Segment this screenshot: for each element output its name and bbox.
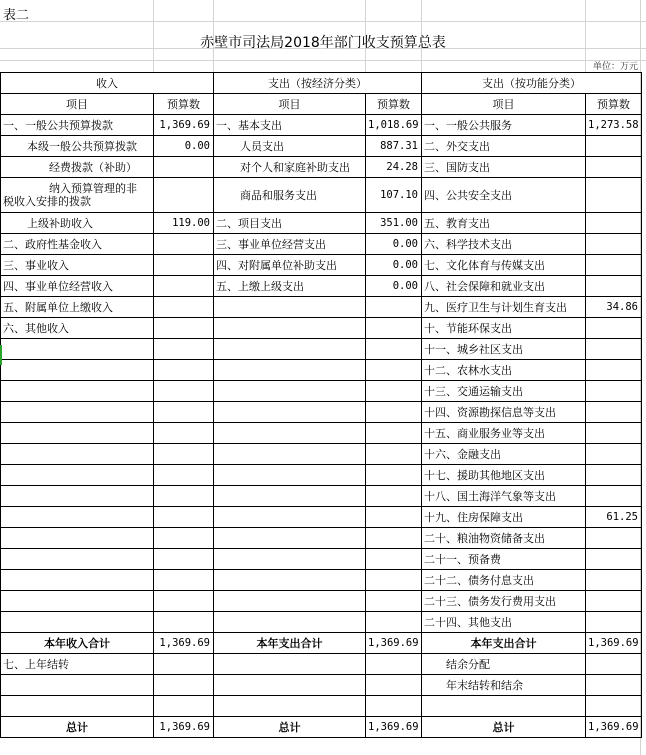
econ-value[interactable] bbox=[366, 528, 422, 549]
selection-marker bbox=[0, 345, 2, 365]
econ-value[interactable] bbox=[366, 591, 422, 612]
econ-label[interactable] bbox=[214, 696, 366, 717]
table-row bbox=[1, 297, 642, 318]
func-label[interactable]: 四、公共安全支出 bbox=[422, 178, 586, 213]
income-label-line-2: 税收入安排的拨款 bbox=[3, 195, 91, 208]
econ-label[interactable] bbox=[214, 318, 366, 339]
income-label[interactable] bbox=[1, 549, 154, 570]
col-income-amount[interactable]: 预算数 bbox=[154, 94, 214, 115]
econ-label[interactable] bbox=[214, 423, 366, 444]
unit-label[interactable]: 单位：万元 bbox=[592, 62, 638, 72]
econ-label[interactable] bbox=[214, 465, 366, 486]
table-row bbox=[1, 675, 642, 696]
func-label[interactable]: 九、医疗卫生与计划生育支出 bbox=[422, 297, 586, 318]
econ-value[interactable] bbox=[366, 318, 422, 339]
income-label[interactable] bbox=[1, 423, 154, 444]
econ-value[interactable] bbox=[366, 654, 422, 675]
econ-label[interactable]: 商品和服务支出 bbox=[214, 178, 366, 213]
econ-label[interactable] bbox=[214, 402, 366, 423]
grand-func-label[interactable]: 总计 bbox=[422, 717, 586, 738]
func-label[interactable]: 六、科学技术支出 bbox=[422, 234, 586, 255]
income-value[interactable] bbox=[154, 423, 214, 444]
econ-label[interactable]: 三、事业单位经营支出 bbox=[214, 234, 366, 255]
econ-label[interactable]: 一、基本支出 bbox=[214, 115, 366, 136]
year-income-total-label[interactable]: 本年收入合计 bbox=[1, 633, 154, 654]
income-label[interactable] bbox=[1, 591, 154, 612]
func-label[interactable]: 十四、资源勘探信息等支出 bbox=[422, 402, 586, 423]
table-row bbox=[1, 136, 642, 157]
func-value[interactable] bbox=[586, 276, 642, 297]
func-label[interactable]: 二十三、债务发行费用支出 bbox=[422, 591, 586, 612]
func-value[interactable] bbox=[586, 157, 642, 178]
table-row bbox=[1, 157, 642, 178]
income-label[interactable] bbox=[1, 570, 154, 591]
func-label[interactable]: 十二、农林水支出 bbox=[422, 360, 586, 381]
income-label[interactable]: 四、事业单位经营收入 bbox=[1, 276, 154, 297]
income-label[interactable] bbox=[1, 696, 154, 717]
sheet-tag[interactable]: 表二 bbox=[3, 8, 30, 23]
col-econ-item[interactable]: 项目 bbox=[214, 94, 366, 115]
econ-value[interactable]: 887.31 bbox=[366, 136, 422, 157]
table-row bbox=[1, 465, 642, 486]
section-expense-econ[interactable]: 支出（按经济分类） bbox=[214, 73, 422, 94]
income-value[interactable] bbox=[154, 318, 214, 339]
func-label[interactable]: 七、文化体育与传媒支出 bbox=[422, 255, 586, 276]
func-label[interactable]: 一、一般公共服务 bbox=[422, 115, 586, 136]
income-value[interactable] bbox=[154, 612, 214, 633]
income-value[interactable] bbox=[154, 297, 214, 318]
table-row bbox=[1, 381, 642, 402]
func-value[interactable] bbox=[586, 591, 642, 612]
table-row bbox=[1, 178, 642, 213]
econ-label[interactable]: 二、项目支出 bbox=[214, 213, 366, 234]
econ-label[interactable]: 人员支出 bbox=[214, 136, 366, 157]
func-label[interactable]: 十六、金融支出 bbox=[422, 444, 586, 465]
econ-value[interactable] bbox=[366, 570, 422, 591]
income-label[interactable] bbox=[1, 402, 154, 423]
budget-table bbox=[0, 72, 642, 738]
func-label[interactable]: 二、外交支出 bbox=[422, 136, 586, 157]
year-income-total-value[interactable]: 1,369.69 bbox=[154, 633, 214, 654]
income-label[interactable] bbox=[1, 339, 154, 360]
table-row bbox=[1, 234, 642, 255]
income-value[interactable] bbox=[154, 528, 214, 549]
table-row bbox=[1, 549, 642, 570]
table-row bbox=[1, 444, 642, 465]
table-row bbox=[1, 339, 642, 360]
income-label[interactable] bbox=[1, 507, 154, 528]
econ-value[interactable]: 0.00 bbox=[366, 255, 422, 276]
func-value[interactable] bbox=[586, 612, 642, 633]
econ-label[interactable]: 对个人和家庭补助支出 bbox=[214, 157, 366, 178]
func-label[interactable]: 五、教育支出 bbox=[422, 213, 586, 234]
func-value[interactable] bbox=[586, 381, 642, 402]
econ-label[interactable] bbox=[214, 339, 366, 360]
func-label[interactable]: 十九、住房保障支出 bbox=[422, 507, 586, 528]
func-value[interactable] bbox=[586, 402, 642, 423]
income-value[interactable]: 1,369.69 bbox=[154, 115, 214, 136]
section-expense-func[interactable]: 支出（按功能分类） bbox=[422, 73, 642, 94]
table-row bbox=[1, 360, 642, 381]
func-value[interactable] bbox=[586, 675, 642, 696]
econ-label[interactable] bbox=[214, 654, 366, 675]
func-value[interactable] bbox=[586, 654, 642, 675]
func-value[interactable] bbox=[586, 360, 642, 381]
table-row bbox=[1, 276, 642, 297]
income-label[interactable] bbox=[1, 528, 154, 549]
econ-value[interactable] bbox=[366, 675, 422, 696]
econ-label[interactable] bbox=[214, 507, 366, 528]
econ-value[interactable]: 0.00 bbox=[366, 234, 422, 255]
income-value[interactable] bbox=[154, 465, 214, 486]
econ-label[interactable]: 四、对附属单位补助支出 bbox=[214, 255, 366, 276]
income-label[interactable]: 经费拨款（补助） bbox=[1, 157, 154, 178]
income-value[interactable] bbox=[154, 157, 214, 178]
econ-label[interactable] bbox=[214, 444, 366, 465]
income-value[interactable] bbox=[154, 549, 214, 570]
income-label-line-1: 纳入预算管理的非 bbox=[49, 182, 137, 195]
grand-income-value[interactable]: 1,369.69 bbox=[154, 717, 214, 738]
func-value[interactable] bbox=[586, 339, 642, 360]
econ-value[interactable]: 107.10 bbox=[366, 178, 422, 213]
econ-value[interactable]: 351.00 bbox=[366, 213, 422, 234]
econ-value[interactable]: 1,018.69 bbox=[366, 115, 422, 136]
income-value[interactable] bbox=[154, 360, 214, 381]
func-label[interactable]: 十一、城乡社区支出 bbox=[422, 339, 586, 360]
income-value[interactable] bbox=[154, 178, 214, 213]
econ-label[interactable] bbox=[214, 549, 366, 570]
func-label[interactable]: 十八、国土海洋气象等支出 bbox=[422, 486, 586, 507]
func-label[interactable]: 二十二、债务付息支出 bbox=[422, 570, 586, 591]
func-value[interactable] bbox=[586, 255, 642, 276]
econ-value[interactable] bbox=[366, 381, 422, 402]
income-value[interactable] bbox=[154, 486, 214, 507]
func-value[interactable] bbox=[586, 213, 642, 234]
grand-income-label[interactable]: 总计 bbox=[1, 717, 154, 738]
year-econ-total-value[interactable]: 1,369.69 bbox=[366, 633, 422, 654]
income-value[interactable] bbox=[154, 339, 214, 360]
income-value[interactable] bbox=[154, 654, 214, 675]
table-row bbox=[1, 318, 642, 339]
econ-label[interactable] bbox=[214, 675, 366, 696]
year-func-total-value[interactable]: 1,369.69 bbox=[586, 633, 642, 654]
income-value[interactable] bbox=[154, 696, 214, 717]
surplus-label[interactable]: 结余分配 bbox=[422, 654, 586, 675]
func-value[interactable] bbox=[586, 444, 642, 465]
income-label[interactable] bbox=[1, 444, 154, 465]
table-row bbox=[1, 696, 642, 717]
subheader-row bbox=[1, 94, 642, 115]
econ-value[interactable] bbox=[366, 423, 422, 444]
econ-label[interactable] bbox=[214, 612, 366, 633]
col-income-item[interactable]: 项目 bbox=[1, 94, 154, 115]
econ-label[interactable] bbox=[214, 570, 366, 591]
econ-label[interactable] bbox=[214, 381, 366, 402]
econ-label[interactable] bbox=[214, 486, 366, 507]
year-end-label[interactable]: 年末结转和结余 bbox=[422, 675, 586, 696]
table-row bbox=[1, 255, 642, 276]
table-row bbox=[1, 213, 642, 234]
table-row bbox=[1, 486, 642, 507]
econ-value[interactable] bbox=[366, 612, 422, 633]
func-value[interactable]: 1,273.58 bbox=[586, 115, 642, 136]
func-value[interactable] bbox=[586, 696, 642, 717]
func-value[interactable] bbox=[586, 234, 642, 255]
col-func-item[interactable]: 项目 bbox=[422, 94, 586, 115]
income-label[interactable] bbox=[1, 465, 154, 486]
income-label[interactable] bbox=[1, 360, 154, 381]
econ-value[interactable] bbox=[366, 507, 422, 528]
econ-value[interactable] bbox=[366, 486, 422, 507]
income-label[interactable]: 上级补助收入 bbox=[1, 213, 154, 234]
grand-func-value[interactable]: 1,369.69 bbox=[586, 717, 642, 738]
func-value[interactable] bbox=[586, 178, 642, 213]
func-label[interactable]: 十七、援助其他地区支出 bbox=[422, 465, 586, 486]
func-label[interactable]: 十、节能环保支出 bbox=[422, 318, 586, 339]
econ-value[interactable] bbox=[366, 339, 422, 360]
func-value[interactable] bbox=[586, 549, 642, 570]
income-value[interactable] bbox=[154, 570, 214, 591]
income-value[interactable] bbox=[154, 276, 214, 297]
income-value[interactable] bbox=[154, 234, 214, 255]
func-value[interactable] bbox=[586, 465, 642, 486]
econ-value[interactable] bbox=[366, 465, 422, 486]
table-row bbox=[1, 507, 642, 528]
income-label[interactable]: 五、附属单位上缴收入 bbox=[1, 297, 154, 318]
income-value[interactable] bbox=[154, 402, 214, 423]
year-func-total-label[interactable]: 本年支出合计 bbox=[422, 633, 586, 654]
carryover-label[interactable]: 七、上年结转 bbox=[1, 654, 154, 675]
econ-value[interactable] bbox=[366, 402, 422, 423]
income-value[interactable] bbox=[154, 591, 214, 612]
table-row bbox=[1, 570, 642, 591]
income-value[interactable]: 0.00 bbox=[154, 136, 214, 157]
econ-value[interactable] bbox=[366, 297, 422, 318]
income-label[interactable] bbox=[1, 675, 154, 696]
income-label[interactable] bbox=[1, 612, 154, 633]
econ-value[interactable] bbox=[366, 360, 422, 381]
func-value[interactable] bbox=[586, 486, 642, 507]
func-label[interactable]: 二十四、其他支出 bbox=[422, 612, 586, 633]
income-label-wrapped[interactable] bbox=[1, 178, 154, 213]
income-value[interactable] bbox=[154, 507, 214, 528]
income-label[interactable]: 二、政府性基金收入 bbox=[1, 234, 154, 255]
income-label[interactable]: 三、事业收入 bbox=[1, 255, 154, 276]
page-title[interactable]: 赤壁市司法局2018年部门收支预算总表 bbox=[200, 35, 446, 51]
table-row bbox=[1, 115, 642, 136]
func-value[interactable]: 61.25 bbox=[586, 507, 642, 528]
grand-total-row bbox=[1, 717, 642, 738]
income-value[interactable]: 119.00 bbox=[154, 213, 214, 234]
income-label[interactable] bbox=[1, 486, 154, 507]
func-value[interactable] bbox=[586, 570, 642, 591]
func-label[interactable] bbox=[422, 696, 586, 717]
econ-value[interactable] bbox=[366, 696, 422, 717]
econ-label[interactable] bbox=[214, 528, 366, 549]
income-value[interactable] bbox=[154, 444, 214, 465]
econ-value[interactable] bbox=[366, 549, 422, 570]
income-label[interactable]: 六、其他收入 bbox=[1, 318, 154, 339]
func-value[interactable] bbox=[586, 423, 642, 444]
func-label[interactable]: 十三、交通运输支出 bbox=[422, 381, 586, 402]
econ-value[interactable]: 0.00 bbox=[366, 276, 422, 297]
income-label[interactable] bbox=[1, 381, 154, 402]
func-value[interactable] bbox=[586, 318, 642, 339]
func-value[interactable]: 34.86 bbox=[586, 297, 642, 318]
income-label[interactable]: 本级一般公共预算拨款 bbox=[1, 136, 154, 157]
econ-label[interactable]: 五、上缴上级支出 bbox=[214, 276, 366, 297]
func-label[interactable]: 三、国防支出 bbox=[422, 157, 586, 178]
section-header-row bbox=[1, 73, 642, 94]
table-row bbox=[1, 528, 642, 549]
year-econ-total-label[interactable]: 本年支出合计 bbox=[214, 633, 366, 654]
col-econ-amount[interactable]: 预算数 bbox=[366, 94, 422, 115]
table-row bbox=[1, 423, 642, 444]
table-row bbox=[1, 591, 642, 612]
grand-econ-value[interactable]: 1,369.69 bbox=[366, 717, 422, 738]
func-label[interactable]: 十五、商业服务业等支出 bbox=[422, 423, 586, 444]
income-value[interactable] bbox=[154, 255, 214, 276]
section-income[interactable]: 收入 bbox=[1, 73, 214, 94]
econ-value[interactable]: 24.28 bbox=[366, 157, 422, 178]
income-label[interactable]: 一、一般公共预算拨款 bbox=[1, 115, 154, 136]
table-row bbox=[1, 654, 642, 675]
col-func-amount[interactable]: 预算数 bbox=[586, 94, 642, 115]
grand-econ-label[interactable]: 总计 bbox=[214, 717, 366, 738]
func-label[interactable]: 二十一、预备费 bbox=[422, 549, 586, 570]
econ-label[interactable] bbox=[214, 591, 366, 612]
table-row bbox=[1, 402, 642, 423]
econ-label[interactable] bbox=[214, 297, 366, 318]
func-value[interactable] bbox=[586, 136, 642, 157]
year-total-row bbox=[1, 633, 642, 654]
econ-label[interactable] bbox=[214, 360, 366, 381]
func-value[interactable] bbox=[586, 528, 642, 549]
func-label[interactable]: 八、社会保障和就业支出 bbox=[422, 276, 586, 297]
income-value[interactable] bbox=[154, 675, 214, 696]
income-value[interactable] bbox=[154, 381, 214, 402]
table-row bbox=[1, 612, 642, 633]
func-label[interactable]: 二十、粮油物资储备支出 bbox=[422, 528, 586, 549]
econ-value[interactable] bbox=[366, 444, 422, 465]
